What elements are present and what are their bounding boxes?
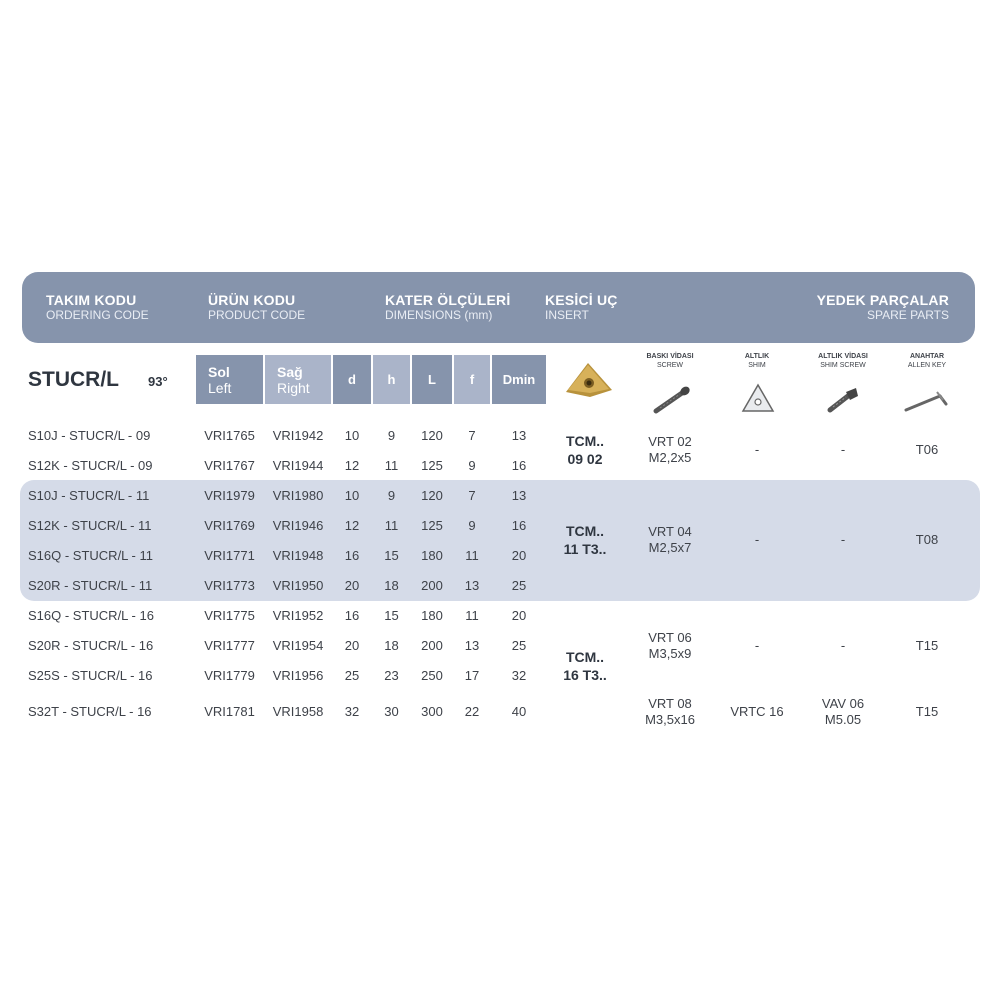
dimensions-subtitle: DIMENSIONS (mm) [385,308,493,322]
row-L: 120 [421,488,443,503]
row-right: VRI1956 [272,668,324,683]
row-f: 7 [468,488,476,503]
column-L: L [412,355,452,404]
row-code: S16Q - STUCR/L - 11 [28,548,153,563]
row-code: S16Q - STUCR/L - 16 [28,608,154,623]
shim-screw-icon [824,384,864,416]
row-d: 12 [344,518,360,533]
group-key: T15 [915,638,939,653]
group-screw: VRT 06 M3,5x9 [648,630,692,661]
group-shim-screw: - [840,532,846,547]
row-d: 20 [344,578,360,593]
screw-icon [650,384,694,416]
group-screw: VRT 08 M3,5x16 [645,696,695,727]
spare-key-header [897,352,957,370]
row-dmin: 16 [511,518,527,533]
row-d: 10 [344,488,360,503]
row-code: S32T - STUCR/L - 16 [28,704,152,719]
row-h: 23 [384,668,399,683]
row-left: VRI1779 [204,668,255,683]
row-dmin: 25 [511,578,527,593]
row-f: 13 [464,578,480,593]
row-h: 9 [387,428,396,443]
row-f: 9 [468,458,476,473]
tool-name: STUCR/L [28,368,119,391]
row-left: VRI1979 [204,488,255,503]
column-right [265,355,331,404]
row-code: S10J - STUCR/L - 11 [28,488,150,503]
row-dmin: 20 [511,608,527,623]
row-d: 25 [344,668,360,683]
group-insert: TCM.. 09 02 [565,433,605,467]
spare-key-title: ANAHTAR [909,353,945,360]
row-left: VRI1781 [204,704,255,719]
row-right: VRI1958 [272,704,324,719]
row-h: 30 [384,704,399,719]
row-h: 11 [384,458,399,473]
ordering-code-header [46,292,149,322]
row-right: VRI1948 [272,548,324,563]
row-dmin: 16 [511,458,527,473]
row-code: S20R - STUCR/L - 16 [28,638,154,653]
row-right: VRI1950 [272,578,324,593]
spare-shim-screw-header [808,352,878,370]
group-shim: - [754,638,760,653]
row-h: 15 [384,548,399,563]
tool-angle: 93° [148,374,168,389]
row-right: VRI1952 [272,608,324,623]
insert-subtitle: INSERT [545,308,589,322]
product-code-title: ÜRÜN KODU [208,292,296,308]
row-L: 125 [421,458,443,473]
row-L: 300 [421,704,443,719]
spare-shim-header [727,352,787,370]
row-right: VRI1946 [272,518,324,533]
column-right-tr: Sağ [277,363,303,380]
row-f: 13 [464,638,480,653]
group-insert: TCM.. 11 T3.. [563,523,607,557]
row-right: VRI1942 [272,428,324,443]
row-left: VRI1767 [204,458,255,473]
group-shim-screw: - [840,638,846,653]
row-d: 20 [344,638,360,653]
row-f: 11 [465,548,479,563]
group-shim: - [754,442,760,457]
group-insert: TCM.. 16 T3.. [563,649,607,683]
spare-key-sub: ALLEN KEY [907,362,947,369]
group-screw: VRT 04 M2,5x7 [648,524,692,555]
spare-shim-title: ALTLIK [744,353,770,360]
row-f: 11 [465,608,479,623]
insert-title: KESİCİ UÇ [545,292,618,308]
row-d: 10 [344,428,360,443]
row-dmin: 25 [511,638,527,653]
row-L: 180 [421,548,443,563]
column-right-en: Right [277,379,310,396]
row-dmin: 32 [511,668,527,683]
column-left-en: Left [208,379,232,396]
row-h: 9 [387,488,396,503]
group-key: T15 [915,704,939,719]
row-code: S12K - STUCR/L - 11 [28,518,152,533]
spare-screw-sub: SCREW [656,362,684,369]
row-left: VRI1775 [204,608,255,623]
ordering-code-subtitle: ORDERING CODE [46,308,149,322]
spare-shim-sub: SHIM [748,362,766,369]
row-dmin: 13 [511,428,527,443]
group-screw: VRT 02 M2,2x5 [648,434,692,465]
spare-parts-subtitle: SPARE PARTS [866,308,949,322]
column-h: h [373,355,410,404]
row-code: S10J - STUCR/L - 09 [28,428,151,443]
spare-screw-title: BASKI VİDASI [646,353,694,360]
product-code-subtitle: PRODUCT CODE [208,308,306,322]
group-shim-screw: VAV 06 M5.05 [821,696,865,727]
product-code-header [208,292,305,322]
row-f: 7 [468,428,476,443]
row-f: 17 [464,668,480,683]
spare-shim-screw-title: ALTLIK VİDASI [818,353,868,360]
row-code: S25S - STUCR/L - 16 [28,668,153,683]
row-d: 32 [344,704,360,719]
row-L: 200 [421,638,443,653]
group-shim-screw: - [840,442,846,457]
group-key: T06 [915,442,939,457]
row-L: 180 [421,608,443,623]
dimensions-header [385,292,510,322]
group-shim: VRTC 16 [730,704,784,719]
spare-parts-title: YEDEK PARÇALAR [816,292,949,308]
row-L: 250 [421,668,443,683]
row-L: 120 [421,428,443,443]
spare-screw-header [640,352,700,370]
row-left: VRI1765 [204,428,255,443]
row-left: VRI1771 [204,548,255,563]
row-left: VRI1769 [204,518,255,533]
row-code: S12K - STUCR/L - 09 [28,458,153,473]
row-h: 11 [384,518,399,533]
spare-parts-header [817,292,949,322]
column-dmin: Dmin [492,355,546,404]
insert-icon [562,360,616,400]
row-right: VRI1944 [272,458,324,473]
row-d: 16 [344,548,360,563]
insert-header [545,292,618,322]
row-right: VRI1980 [272,488,324,503]
shim-icon [740,382,776,416]
dimensions-title: KATER ÖLÇÜLERİ [385,292,511,308]
group-key: T08 [915,532,939,547]
group-shim: - [754,532,760,547]
row-L: 200 [421,578,443,593]
row-left: VRI1773 [204,578,255,593]
row-code: S20R - STUCR/L - 11 [28,578,153,593]
row-dmin: 13 [511,488,527,503]
row-h: 15 [384,608,399,623]
row-h: 18 [384,578,399,593]
row-d: 12 [344,458,360,473]
row-d: 16 [344,608,360,623]
column-d: d [333,355,371,404]
column-left [196,355,263,404]
row-f: 9 [468,518,476,533]
row-right: VRI1954 [272,638,324,653]
row-f: 22 [464,704,480,719]
row-left: VRI1777 [204,638,255,653]
column-left-tr: Sol [208,363,230,380]
allen-key-icon [902,386,952,414]
row-h: 18 [384,638,399,653]
ordering-code-title: TAKIM KODU [46,292,137,308]
row-dmin: 20 [511,548,527,563]
row-dmin: 40 [511,704,527,719]
column-f: f [454,355,490,404]
row-L: 125 [421,518,443,533]
spare-shim-screw-sub: SHIM SCREW [820,362,866,369]
